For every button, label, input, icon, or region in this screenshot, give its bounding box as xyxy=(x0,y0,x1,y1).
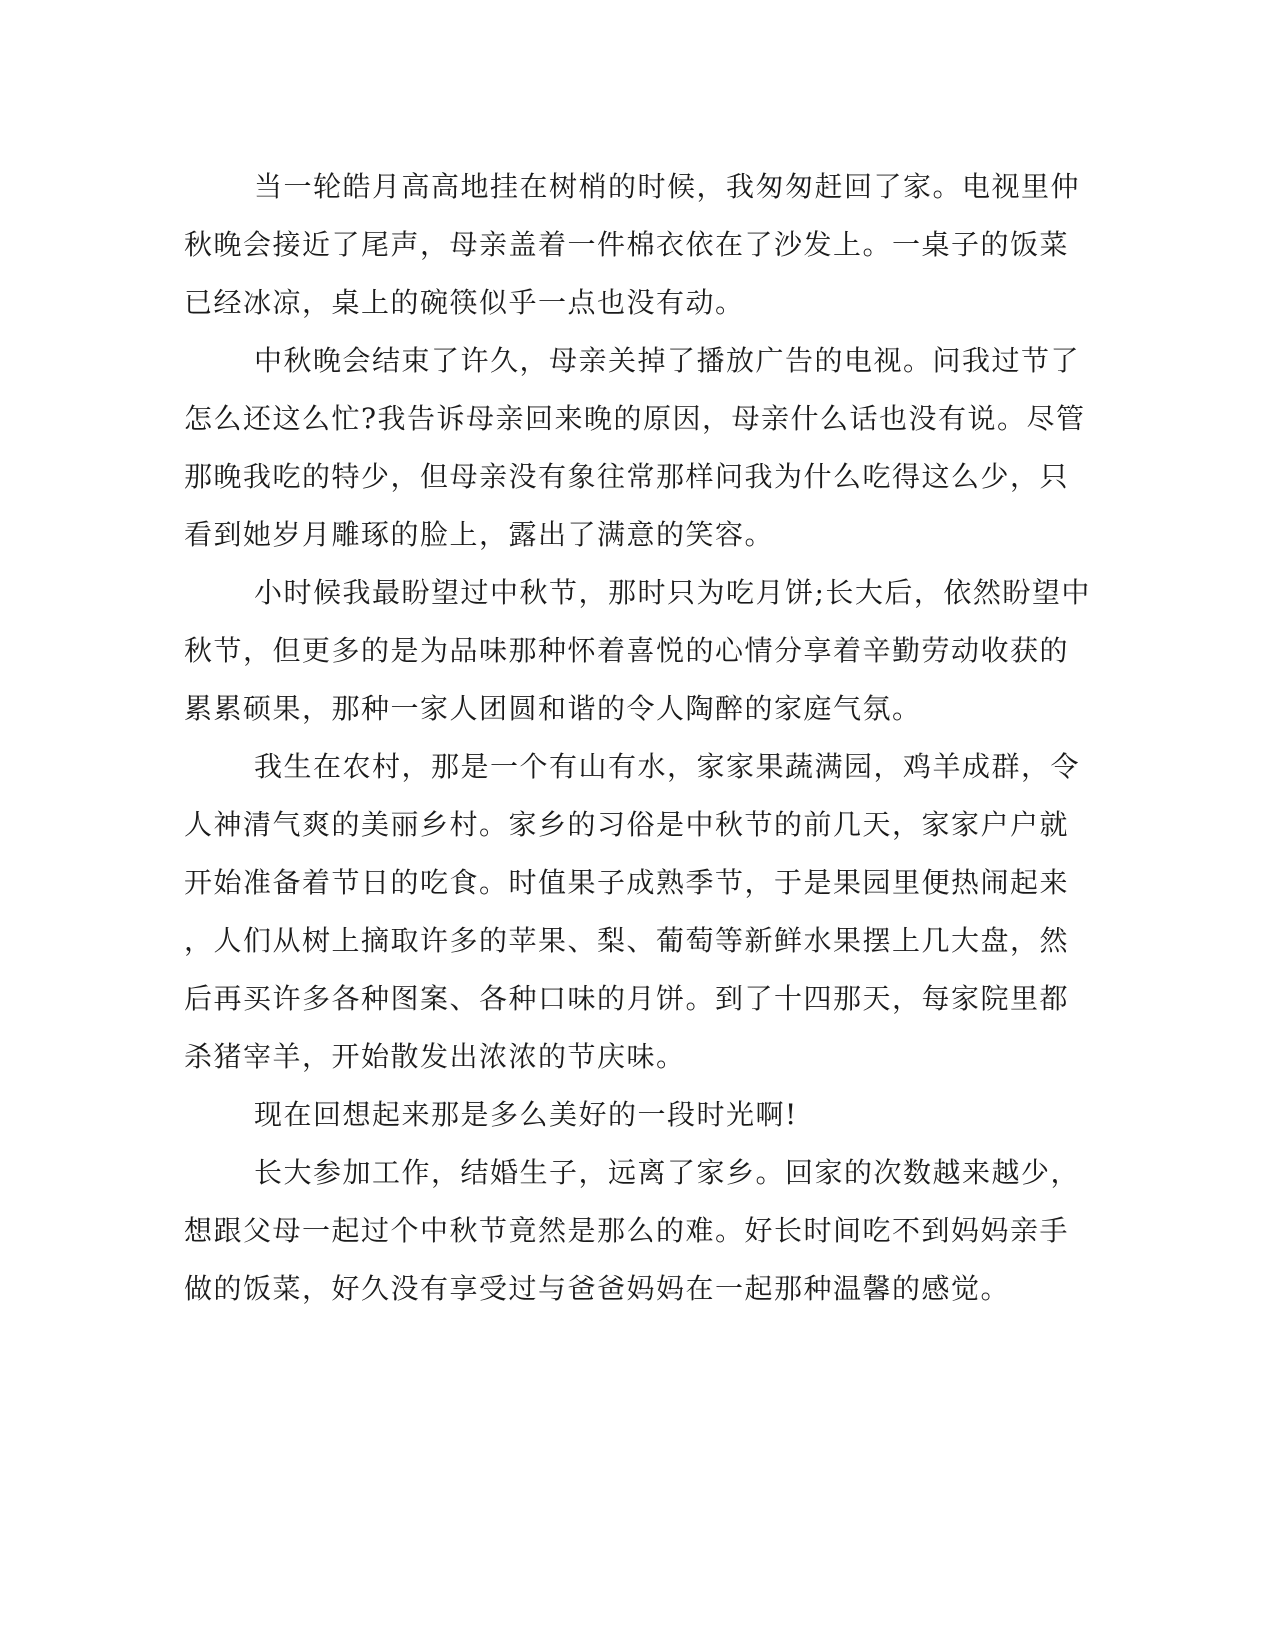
paragraph-line: 开始准备着节日的吃食。时值果子成熟季节，于是果园里便热闹起来 xyxy=(184,866,1070,899)
paragraph-line: 杀猪宰羊，开始散发出浓浓的节庆味。 xyxy=(184,1040,686,1073)
paragraph-4 xyxy=(184,738,1081,1086)
paragraph-line: 现在回想起来那是多么美好的一段时光啊! xyxy=(254,1098,798,1131)
paragraph-line: 那晚我吃的特少，但母亲没有象往常那样问我为什么吃得这么少，只 xyxy=(184,460,1070,493)
paragraph-line: ，人们从树上摘取许多的苹果、梨、葡萄等新鲜水果摆上几大盘，然 xyxy=(184,924,1070,957)
paragraph-line: 怎么还这么忙?我告诉母亲回来晚的原因，母亲什么话也没有说。尽管 xyxy=(184,402,1086,435)
document-body xyxy=(184,158,1091,1318)
paragraph-line: 人神清气爽的美丽乡村。家乡的习俗是中秋节的前几天，家家户户就 xyxy=(184,808,1070,841)
paragraph-line: 长大参加工作，结婚生子，远离了家乡。回家的次数越来越少， xyxy=(254,1156,1081,1189)
paragraph-line: 做的饭菜，好久没有享受过与爸爸妈妈在一起那种温馨的感觉。 xyxy=(184,1272,1011,1305)
paragraph-2 xyxy=(184,332,1086,564)
paragraph-line: 秋节，但更多的是为品味那种怀着喜悦的心情分享着辛勤劳动收获的 xyxy=(184,634,1070,667)
paragraph-line: 小时候我最盼望过中秋节，那时只为吃月饼;长大后，依然盼望中 xyxy=(254,576,1091,609)
paragraph-line: 已经冰凉，桌上的碗筷似乎一点也没有动。 xyxy=(184,286,745,319)
paragraph-line: 想跟父母一起过个中秋节竟然是那么的难。好长时间吃不到妈妈亲手 xyxy=(184,1214,1070,1247)
paragraph-line: 当一轮皓月高高地挂在树梢的时候，我匆匆赶回了家。电视里仲 xyxy=(254,170,1081,203)
paragraph-line: 我生在农村，那是一个有山有水，家家果蔬满园，鸡羊成群，令 xyxy=(254,750,1081,783)
paragraph-line: 累累硕果，那种一家人团圆和谐的令人陶醉的家庭气氛。 xyxy=(184,692,922,725)
paragraph-3 xyxy=(184,564,1091,738)
paragraph-6 xyxy=(184,1144,1081,1318)
paragraph-line: 中秋晚会结束了许久，母亲关掉了播放广告的电视。问我过节了 xyxy=(254,344,1081,377)
paragraph-1 xyxy=(184,158,1081,332)
paragraph-5 xyxy=(184,1086,1044,1144)
paragraph-line: 秋晚会接近了尾声，母亲盖着一件棉衣依在了沙发上。一桌子的饭菜 xyxy=(184,228,1070,261)
paragraph-line: 看到她岁月雕琢的脸上，露出了满意的笑容。 xyxy=(184,518,775,551)
paragraph-line: 后再买许多各种图案、各种口味的月饼。到了十四那天，每家院里都 xyxy=(184,982,1070,1015)
